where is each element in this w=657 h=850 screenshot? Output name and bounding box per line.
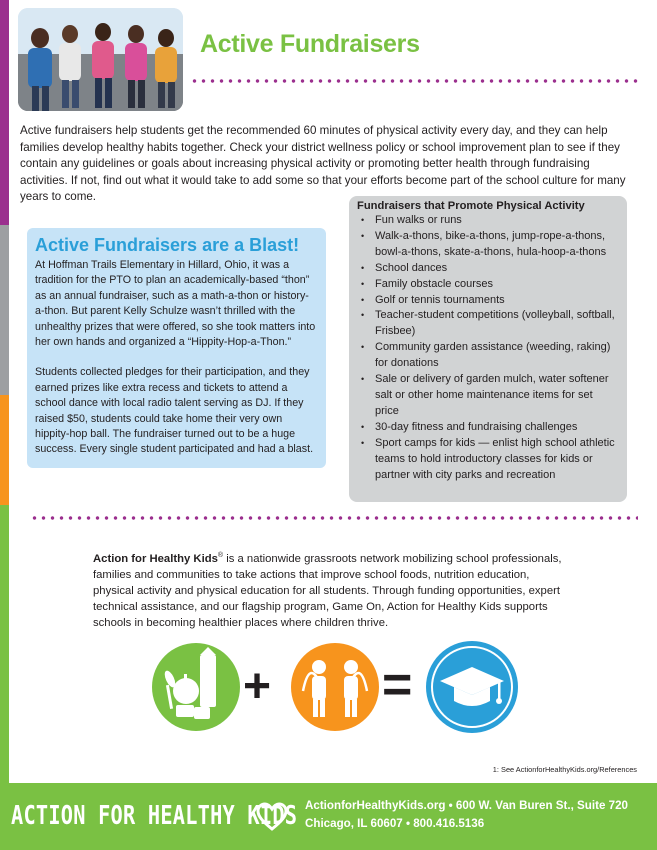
list-item: • Community garden assistance (weeding, raking) for donations bbox=[357, 340, 619, 372]
activities-list-box bbox=[349, 196, 627, 502]
footer-logo-text: ACTION FOR HEALTHY KIDS bbox=[11, 801, 298, 831]
equation-row bbox=[0, 641, 657, 741]
list-item: • Walk-a-thons, bike-a-thons, jump-rope-a-thons, bowl-a-thons, skate-a-thons, hula-hoop-a-thons bbox=[357, 229, 619, 261]
blast-paragraph-1: At Hoffman Trails Elementary in Hillard, Ohio, it was a tradition for the PTO to plan an academically-based “thon” as an annual fundraiser, such as a math-a-thon or history-a-thon. But parent Kelly Schulze wasn’t thrilled with the unhealthy prizes that were offered, so she took matters into her own hands and organized a “Hippity-Hop-a-Thon.” bbox=[35, 259, 316, 349]
side-bar-orange bbox=[0, 395, 9, 505]
intro-paragraph: Active fundraisers help students get the recommended 60 minutes of physical activity every day, and they can help families develop healthy habits together. Check your district wellness policy or school improvement plan to see if they contain any guidelines or goals about increasing physical activity or promoting better health through fundraising activities. If not, find out what it would take to add some so that your efforts become part of the school culture for many years to come. bbox=[20, 124, 626, 203]
side-bar-purple bbox=[0, 0, 9, 225]
dotted-divider-top bbox=[190, 79, 642, 83]
footer-bar bbox=[0, 783, 657, 850]
list-item: • Sale or delivery of garden mulch, water softener salt or other home maintenance items for set price bbox=[357, 372, 619, 420]
blast-callout bbox=[27, 228, 326, 468]
about-paragraph bbox=[93, 548, 573, 631]
footer-contact bbox=[305, 797, 628, 833]
list-item: • Fun walks or runs bbox=[357, 213, 619, 229]
page-title: Active Fundraisers bbox=[200, 30, 420, 58]
list-item: • Teacher-student competitions (volleyball, softball, Frisbee) bbox=[357, 308, 619, 340]
activity-icon bbox=[289, 641, 381, 738]
activities-list bbox=[357, 213, 619, 483]
food-icon bbox=[150, 641, 242, 738]
list-item: • 30-day fitness and fundraising challenges bbox=[357, 420, 619, 436]
about-text: is a nationwide grassroots network mobilizing school professionals, families and communities to take actions that improve school foods, nutrition education, physical activity and physical education for all students. Through funding opportunities, expert technical assistance, and our flagship program, Game On, Action for Healthy Kids supports schools in becoming healthier places where children thrive. bbox=[93, 552, 562, 629]
side-bar-gray bbox=[0, 225, 9, 395]
list-item: • School dances bbox=[357, 261, 619, 277]
footer-contact-line-1: ActionforHealthyKids.org • 600 W. Van Buren St., Suite 720 bbox=[305, 799, 628, 812]
blast-title: Active Fundraisers are a Blast! bbox=[35, 235, 300, 255]
graduation-cap-icon bbox=[424, 639, 520, 740]
registered-mark: ® bbox=[217, 552, 224, 559]
plus-sign: + bbox=[243, 660, 272, 713]
heart-icon bbox=[256, 802, 288, 837]
activities-list-title: Fundraisers that Promote Physical Activity bbox=[357, 200, 585, 212]
dotted-divider-middle bbox=[30, 516, 638, 520]
footnote: 1: See ActionforHealthyKids.org/References bbox=[492, 765, 637, 774]
list-item: • Family obstacle courses bbox=[357, 277, 619, 293]
blast-paragraph-2: Students collected pledges for their participation, and they earned prizes like extra recess and tickets to attend a school dance with local radio talent serving as DJ. If they raised $50, students could take home their very own hippity-hop ball. The fundraiser turned out to be a huge success. Every single student participated and had a blast. bbox=[35, 366, 314, 456]
about-org-name: Action for Healthy Kids bbox=[93, 552, 218, 565]
list-item: • Golf or tennis tournaments bbox=[357, 293, 619, 309]
equals-sign: = bbox=[382, 656, 413, 714]
list-item: • Sport camps for kids — enlist high school athletic teams to hold introductory classes for kids or partner with city parks and recreation bbox=[357, 436, 619, 484]
footer-contact-line-2: Chicago, IL 60607 • 800.416.5136 bbox=[305, 817, 485, 830]
hero-photo bbox=[18, 8, 183, 111]
